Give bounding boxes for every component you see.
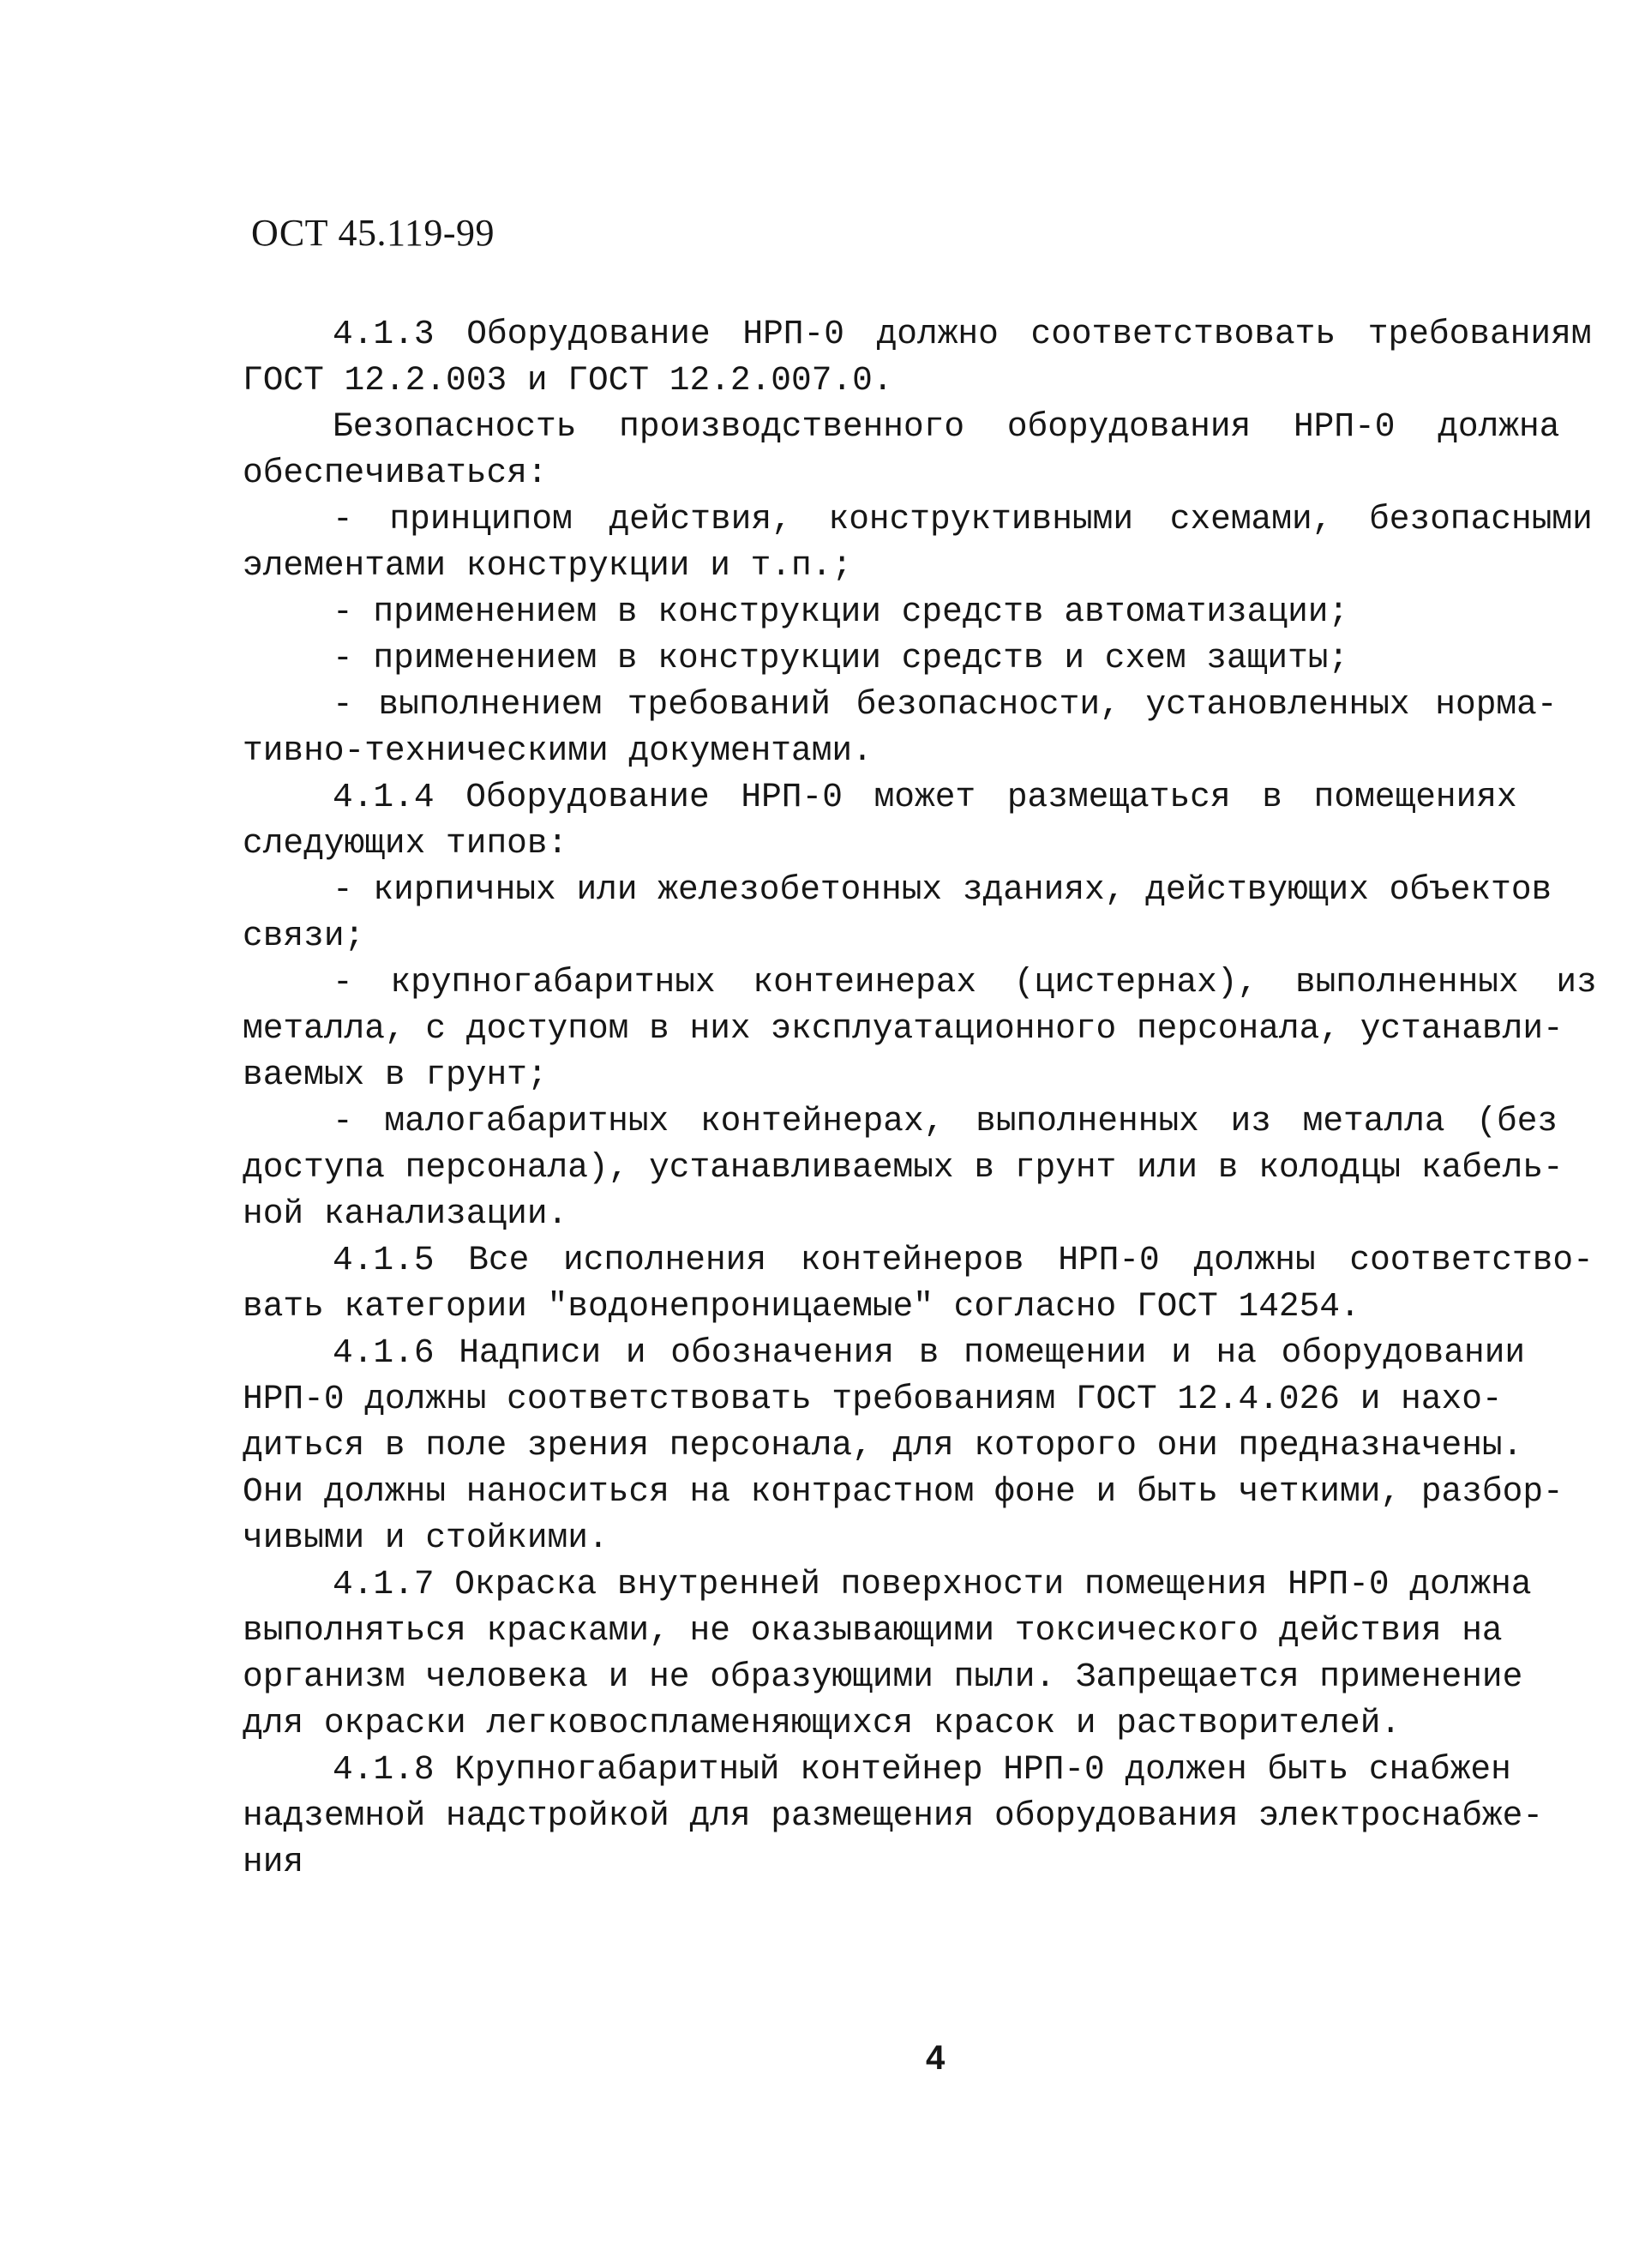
text-line: ния [243, 1843, 304, 1881]
text-line: ваемых в грунт; [243, 1056, 548, 1094]
text-line: - кирпичных или железобетонных зданиях, действующих объектов [333, 870, 1552, 909]
text-line: организм человека и не образующими пыли. Запрещается применение [243, 1657, 1523, 1696]
text-line: Безопасность производственного оборудования НРП-0 должна [333, 407, 1560, 446]
text-line: - применением в конструкции средств автоматизации; [333, 593, 1349, 631]
text-line: 4.1.7 Окраска внутренней поверхности помещения НРП-0 должна [333, 1565, 1532, 1603]
text-line: ной канализации. [243, 1194, 568, 1233]
text-line: металла, с доступом в них эксплуатационного персонала, устанавли- [243, 1009, 1564, 1048]
text-line: - малогабаритных контейнерах, выполненных из металла (без [333, 1102, 1558, 1140]
text-line: 4.1.5 Все исполнения контейнеров НРП-0 должны соответство- [333, 1241, 1594, 1279]
text-line: - крупногабаритных контеинерах (цистернах), выполненных из [333, 963, 1597, 1002]
text-line: вать категории "водонепроницаемые" согласно ГОСТ 14254. [243, 1287, 1360, 1326]
text-line: 4.1.6 Надписи и обозначения в помещении и на оборудовании [333, 1333, 1526, 1372]
text-line: диться в поле зрения персонала, для которого они предназначены. [243, 1426, 1523, 1465]
text-line: доступа персонала), устанавливаемых в грунт или в колодцы кабель- [243, 1148, 1564, 1187]
text-line: надземной надстройкой для размещения оборудования электроснабже- [243, 1796, 1544, 1835]
text-line: 4.1.8 Крупногабаритный контейнер НРП-0 должен быть снабжен [333, 1750, 1511, 1789]
text-line: - принципом действия, конструктивными схемами, безопасными [333, 500, 1593, 538]
text-line: обеспечиваться: [243, 454, 548, 492]
text-line: Они должны наноситься на контрастном фоне и быть четкими, разбор- [243, 1472, 1564, 1511]
text-line: связи; [243, 917, 365, 955]
text-line: - выполнением требований безопасности, установленных норма- [333, 685, 1558, 724]
text-line: - применением в конструкции средств и схем защиты; [333, 639, 1349, 677]
text-line: 4.1.4 Оборудование НРП-0 может размещаться в помещениях [333, 778, 1517, 816]
text-line: ГОСТ 12.2.003 и ГОСТ 12.2.007.0. [243, 361, 893, 400]
page-number: 4 [926, 2039, 946, 2077]
text-line: НРП-0 должны соответствовать требованиям ГОСТ 12.4.026 и нахо- [243, 1380, 1503, 1418]
text-line: тивно-техническими документами. [243, 731, 873, 770]
text-line: выполняться красками, не оказывающими токсического действия на [243, 1611, 1503, 1650]
text-line: для окраски легковоспламеняющихся красок и растворителей. [243, 1704, 1402, 1742]
text-line: 4.1.3 Оборудование НРП-0 должно соответствовать требованиям [333, 315, 1592, 353]
text-line: чивыми и стойкими. [243, 1519, 609, 1557]
document-header: ОСТ 45.119-99 [251, 212, 495, 254]
text-line: следующих типов: [243, 824, 568, 863]
text-line: элементами конструкции и т.п.; [243, 546, 853, 585]
